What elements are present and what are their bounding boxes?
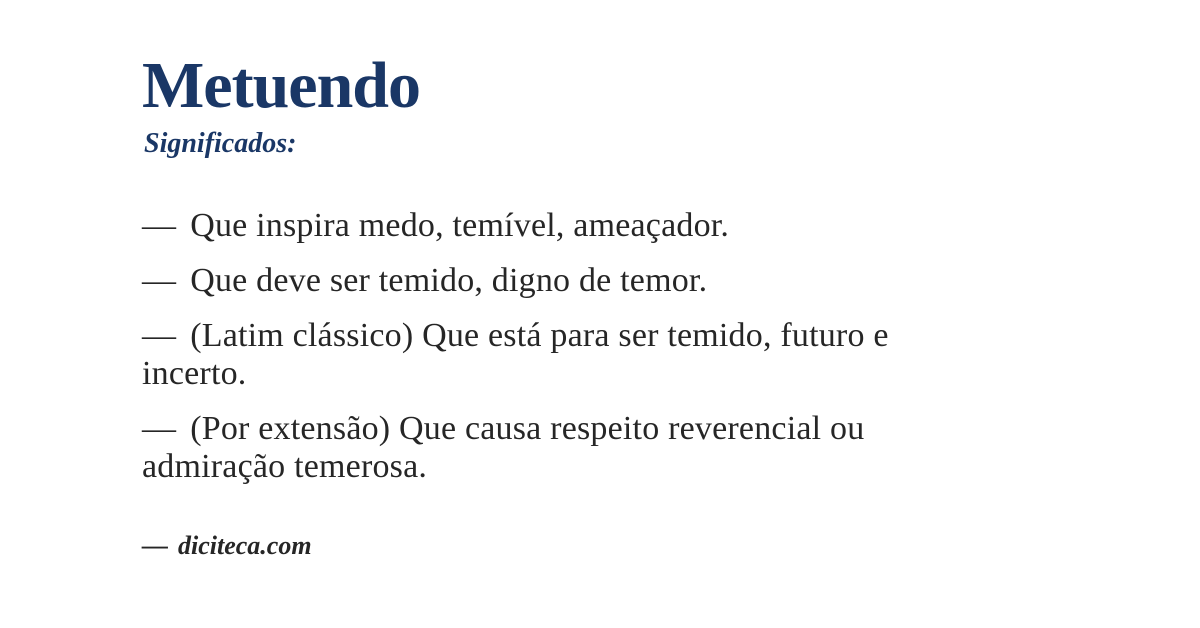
definition-item [142,317,972,393]
definition-item [142,262,972,300]
definition-text: Que deve ser temido, digno de temor. [190,261,708,299]
definition-text: (Latim clássico) Que está para ser temido, futuro e incerto. [142,316,889,392]
definition-text: (Por extensão) Que causa respeito reverencial ou admiração temerosa. [142,409,865,485]
page-title: Metuendo [142,49,420,122]
definition-item [142,410,972,486]
definition-text: Que inspira medo, temível, ameaçador. [190,206,730,244]
em-dash: — [142,316,177,354]
definitions-list [142,207,972,486]
source-site-name: diciteca.com [178,531,312,560]
em-dash: — [142,531,168,560]
definition-item [142,207,972,245]
em-dash: — [142,409,177,447]
meanings-subtitle: Significados: [144,128,297,160]
em-dash: — [142,261,177,299]
em-dash: — [142,206,177,244]
source-attribution [142,530,312,561]
